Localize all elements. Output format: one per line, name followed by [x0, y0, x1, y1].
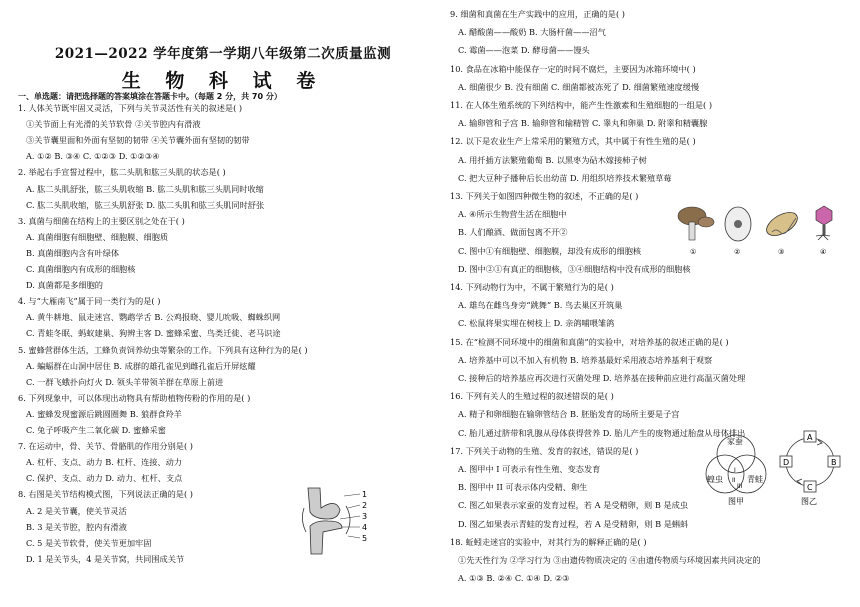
joint-label-4: 4 — [362, 523, 368, 532]
left-question-line: ③关节囊里面和外面有坚韧的韧带 ④关节囊外面有坚韧的韧带 — [26, 135, 250, 146]
right-question-line: A. ④所示生物营生活在细胞中 — [458, 209, 567, 220]
left-question-line: 1. 人体关节既牢固又灵活，下列与关节灵活性有关的叙述是( ) — [18, 103, 243, 113]
left-question-line: C. 肱二头肌收缩，肱三头肌舒张 D. 肱二头肌和肱三头肌同时舒张 — [26, 199, 265, 210]
joint-structure-figure — [290, 486, 390, 556]
right-question-line: C. 把大豆种子播种后长出幼苗 D. 用组织培养技术繁殖草莓 — [458, 172, 672, 183]
microbe-label-4: ④ — [820, 248, 827, 256]
right-question-line: ①先天性行为 ②学习行为 ③由遗传物质决定的 ④由遗传物质与环境因素共同决定的 — [458, 555, 761, 565]
right-question-line: D. 图中②①有真正的细胞核，③④细胞结构中没有成形的细胞核 — [458, 263, 691, 274]
right-question-line: A. ①③ B. ②④ C. ①④ D. ②③ — [458, 573, 570, 584]
left-question-line: 6. 下列现象中，可以体现出动物具有帮助植物传粉的作用的是( ) — [18, 392, 251, 403]
yeast-cell-picture — [725, 207, 751, 241]
right-question-line: 17. 下列关于动物的生殖、发育的叙述，错误的是( ) — [450, 445, 639, 456]
joint-label-1: 1 — [362, 490, 368, 499]
mushroom-picture — [678, 207, 714, 240]
cycle-caption: 图乙 — [801, 497, 817, 506]
microbe-label-2: ② — [734, 248, 741, 256]
left-question-line: C. 兔子呼吸产生二氧化碳 D. 蜜蜂采蜜 — [26, 425, 166, 435]
left-question-line: A. 蝙蝠群在山洞中居住 B. 成群的雄孔雀见到雌孔雀后开屏炫耀 — [26, 360, 256, 371]
left-question-line: A. ①② B. ③④ C. ①②③ D. ①②③④ — [26, 151, 160, 162]
left-question-line: 7. 在运动中，骨、关节、骨骼肌的作用分别是( ) — [18, 441, 193, 452]
left-question-line: A. 杠杆、支点、动力 B. 杠杆、连接、动力 — [26, 457, 182, 468]
cycle-label-D: D — [783, 458, 790, 467]
left-question-line: ①关节面上有光滑的关节软骨 ②关节腔内有滑液 — [26, 119, 201, 130]
venn-label-frog: 青蛙 — [747, 475, 763, 484]
joint-label-5: 5 — [362, 534, 368, 543]
left-question-line: A. 2 是关节囊，使关节灵活 — [26, 505, 127, 516]
right-question-line: B. 人们酿酒、做面包离不开② — [458, 227, 568, 238]
left-question-line: 4. 与“大雁南飞”属于同一类行为的是( ) — [18, 296, 161, 307]
right-question-line: A. 细菌很少 B. 没有细菌 C. 细菌都被冻死了 D. 细菌繁殖速度缓慢 — [458, 81, 700, 92]
right-question-line: 14. 下列动物行为中，不属于繁殖行为的是( ) — [450, 282, 614, 292]
venn-circle-frog — [728, 455, 766, 493]
cycle-label-C: C — [807, 483, 813, 492]
left-question-line: 2. 举起右手宣誓过程中，肱二头肌和肱三头肌的状态是( ) — [18, 167, 226, 178]
bacterium-picture — [763, 208, 801, 241]
joint-label-3: 3 — [362, 512, 368, 521]
joint-label-2: 2 — [362, 501, 368, 510]
right-question-line: 11. 在人体生殖系统的下列结构中，能产生性激素和生殖细胞的一组是( ) — [450, 100, 713, 110]
right-question-line: A. 输卵管和子宫 B. 输卵管和输精管 C. 睾丸和卵巢 D. 附睾和精囊腺 — [458, 118, 708, 129]
joint-leader-2 — [348, 505, 360, 508]
section-heading: 一、单选题：请把选择题的答案填涂在答题卡中。（每题 2 分，共 70 分） — [18, 92, 282, 101]
left-question-line: 3. 真菌与细菌在结构上的主要区别之处在于( ) — [18, 215, 185, 226]
subject-title: 生 物 科 试 卷 — [121, 70, 325, 92]
left-question-line: C. 保护、支点、动力 D. 动力、杠杆、支点 — [26, 473, 183, 484]
venn-caption: 图甲 — [728, 497, 744, 506]
left-question-line: C. 青蛙冬眠、蚂蚁建巢、狗辨主客 D. 蜜蜂采蜜、鸟类迁徙、老马识途 — [26, 328, 281, 339]
right-question-line: 18. 蚯蚓走迷宫的实验中，对其行为的解释正确的是( ) — [450, 536, 647, 547]
joint-socket-shape — [310, 521, 342, 554]
left-question-line: C. 一群飞蛾扑向灯火 D. 领头羊带领羊群在草原上前进 — [26, 376, 224, 387]
right-question-line: A. 醋酸菌——酸奶 B. 大肠杆菌——沼气 — [458, 27, 606, 38]
microbes-figure — [672, 202, 847, 257]
right-question-line: C. 图乙如果表示家蚕的发育过程，若 A 是受精卵，则 B 是成虫 — [458, 500, 689, 511]
right-question-line: A. 用扦插方法繁殖葡萄 B. 以黑枣为砧木嫁接柿子树 — [458, 154, 647, 165]
microbe-label-1: ① — [690, 248, 697, 256]
right-question-line: 13. 下列关于如图四种微生物的叙述，不正确的是( ) — [450, 191, 639, 201]
cycle-label-B: B — [831, 458, 837, 467]
cycle-ring — [786, 438, 834, 486]
left-question-line: B. 真菌细胞内含有叶绿体 — [26, 247, 120, 258]
exam-title: 2021—2022 学年度第一学期八年级第二次质量监测 — [54, 46, 392, 62]
left-question-line: A. 真菌细胞有细胞壁、细胞膜、细胞质 — [26, 231, 169, 242]
right-question-line: 10. 食品在冰箱中能保存一定的时间不腐烂，主要因为冰箱环境中( ) — [450, 63, 696, 74]
joint-leader-5 — [348, 536, 360, 538]
right-question-line: 9. 细菌和真菌在生产实践中的应用，正确的是( ) — [450, 9, 625, 19]
right-question-line: 16. 下列有关人的生殖过程的叙述错误的是( ) — [450, 391, 614, 402]
microbe-label-3: ③ — [778, 248, 785, 256]
right-question-line: 15. 在“检测不同环境中的细菌和真菌”的实验中，对培养基的叙述正确的是( ) — [450, 336, 729, 347]
venn-label-locust: 蝗虫 — [707, 475, 723, 484]
right-question-line: A. 培养基中可以不加入有机物 B. 培养基最好采用液态培养基利于观察 — [458, 354, 713, 365]
venn-label-III: III — [737, 483, 743, 490]
cycle-diagram-figure — [775, 428, 845, 508]
left-question-line: A. 黄牛耕地、鼠走迷宫、鹦鹉学舌 B. 公鸡报晓、婴儿吮吸、蜘蛛织网 — [26, 312, 281, 323]
right-question-line: A. 精子和卵细胞在输卵管结合 B. 胚胎发育的场所主要是子宫 — [458, 409, 680, 420]
right-question-line: 12. 以下是农业生产上常采用的繁殖方式，其中属于有性生殖的是( ) — [450, 136, 696, 147]
left-question-line: B. 3 是关节腔，腔内有滑液 — [26, 521, 127, 532]
left-question-line: A. 蜜蜂发现蜜源后跳圆圈舞 B. 狼群食羚羊 — [26, 408, 182, 419]
venn-label-I: I — [734, 467, 736, 474]
venn-label-II: II — [732, 477, 736, 484]
left-question-line: 5. 蜜蜂营群体生活，工蜂负责饲养幼虫等繁杂的工作。下列具有这种行为的是( ) — [18, 344, 308, 355]
right-question-line: A. 雄鸟在雌鸟身旁“跳舞” B. 鸟去巢区开筑巢 — [458, 300, 623, 311]
joint-head-shape — [308, 488, 340, 519]
right-question-line: C. 霉菌——泡菜 D. 酵母菌——馒头 — [458, 45, 590, 56]
left-question-line: C. 真菌细胞内有成形的细胞核 — [26, 264, 136, 274]
right-question-line: C. 接种后的培养基应再次进行灭菌处理 D. 培养基在接种前应进行高温灭菌处理 — [458, 373, 746, 383]
joint-leader-1 — [344, 494, 360, 496]
left-question-line: 8. 右图是关节结构模式图，下列说法正确的是( ) — [18, 489, 193, 500]
left-question-line: C. 5 是关节软骨，使关节更加牢固 — [26, 537, 152, 548]
virus-picture — [816, 206, 832, 240]
right-question-line: B. 图甲中 II 可表示体内受精、卵生 — [458, 482, 588, 493]
right-question-line: A. 图甲中 I 可表示有性生殖、变态发育 — [458, 464, 601, 474]
left-question-line: A. 肱二头肌舒张，肱三头肌收缩 B. 肱二头肌和肱三头肌同时收缩 — [26, 183, 264, 194]
right-question-line: C. 松鼠将果实埋在树枝上 D. 亲鸽哺喂雏鸽 — [458, 318, 615, 329]
cycle-arrow-2 — [797, 479, 802, 484]
venn-label-silkworm: 家蚕 — [727, 437, 743, 446]
venn-diagram-figure — [700, 428, 772, 508]
cycle-label-A: A — [807, 433, 813, 442]
left-question-line: D. 真菌都是多细胞的 — [26, 280, 103, 291]
right-question-line: D. 图乙如果表示青蛙的发育过程，若 A 是受精卵，则 B 是蝌蚪 — [458, 518, 689, 529]
right-question-line: C. 图中①有细胞壁、细胞膜，却没有成形的细胞核 — [458, 245, 642, 256]
right-question-line: C. 胎儿通过脐带和乳腺从母体获得营养 D. 胎儿产生的废物通过胎盘从母体排出 — [458, 427, 746, 438]
left-question-line: D. 1 是关节头，4 是关节窝，共同围成关节 — [26, 553, 185, 564]
